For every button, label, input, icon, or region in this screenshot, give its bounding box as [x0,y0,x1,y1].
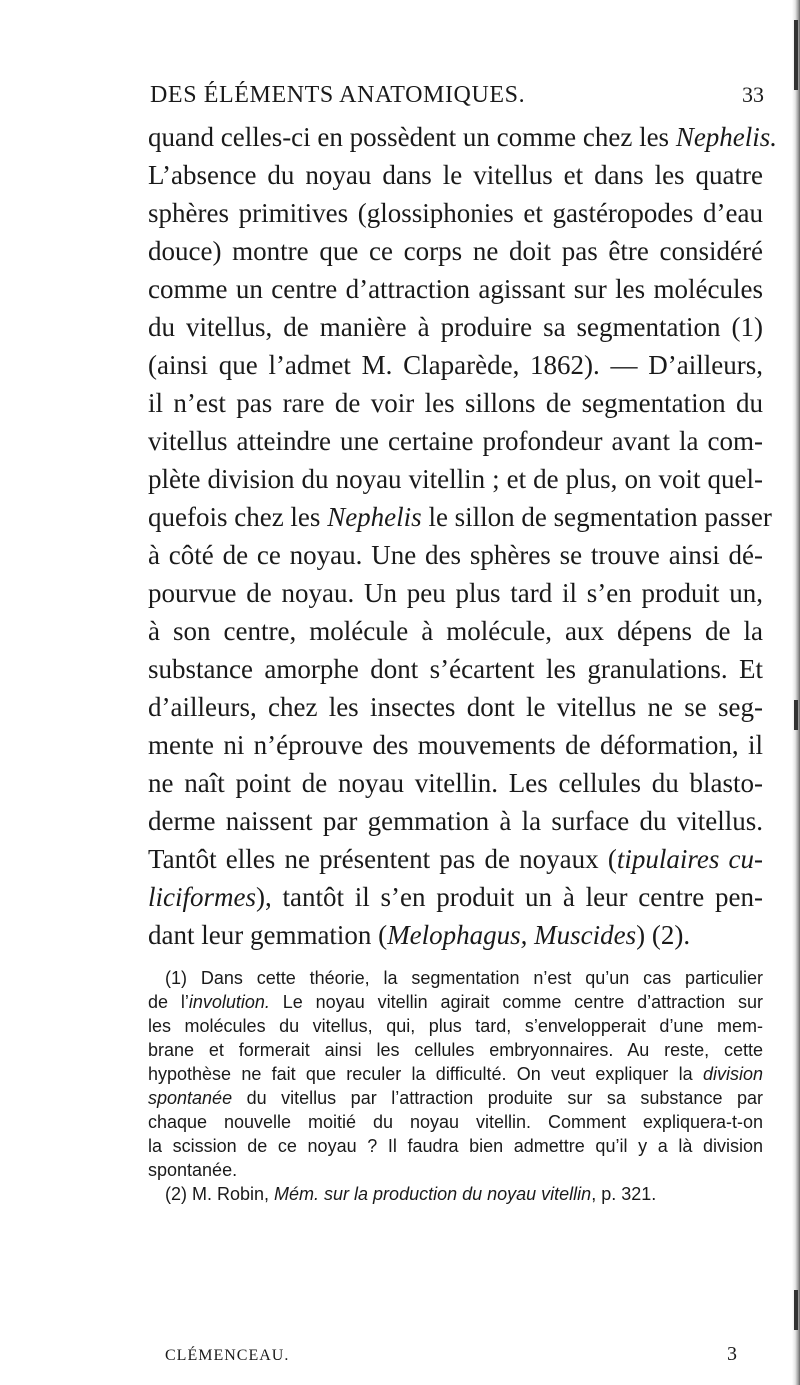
body-line: pourvue de noyau. Un peu plus tard il s’en produit un, [148,578,763,608]
edge-mark [794,20,798,90]
body-line: quefois chez les Nephelis le sillon de segmentation passer [148,502,772,532]
signature-mark: CLÉMENCEAU. [165,1347,290,1364]
footnote-line: spontanée. [148,1160,238,1180]
body-line: ne naît point de noyau vitellin. Les cellules du blasto- [148,768,763,798]
page-number: 33 [742,82,764,107]
footnote-line: spontanée du vitellus par l’attraction produite sur sa substance par [148,1088,763,1108]
footnote-line: (2) M. Robin, Mém. sur la production du noyau vitellin, p. 321. [165,1184,657,1204]
footnote-line: de l’involution. Le noyau vitellin agirait comme centre d’attraction sur [148,992,763,1012]
footnote-line: la scission de ce noyau ? Il faudra bien admettre qu’il y a là division [148,1136,763,1156]
body-line: à son centre, molécule à molécule, aux dépens de la [148,616,763,646]
body-line: quand celles-ci en possèdent un comme chez les Nephelis. [148,122,778,152]
running-header: DES ÉLÉMENTS ANATOMIQUES. [150,82,526,108]
body-line: plète division du noyau vitellin ; et de plus, on voit quel- [148,464,763,494]
body-line: L’absence du noyau dans le vitellus et dans les quatre [148,160,763,190]
footnote-line: les molécules du vitellus, qui, plus tard, s’envelopperait d’une mem- [148,1016,763,1036]
edge-mark [794,700,798,730]
body-line: dant leur gemmation (Melophagus, Muscides) (2). [148,920,691,950]
body-line: substance amorphe dont s’écartent les granulations. Et [148,654,763,684]
body-line: derme naissent par gemmation à la surface du vitellus. [148,806,763,836]
body-line: liciformes), tantôt il s’en produit un à leur centre pen- [148,882,763,912]
footnote-line: brane et formerait ainsi les cellules embryonnaires. Au reste, cette [148,1040,763,1060]
footnote-line: chaque nouvelle moitié du noyau vitellin. Comment expliquera-t-on [148,1112,763,1132]
sheet-number: 3 [727,1343,737,1365]
body-line: d’ailleurs, chez les insectes dont le vitellus ne se seg- [148,692,763,722]
body-line: sphères primitives (glossiphonies et gastéropodes d’eau [148,198,763,228]
body-line: vitellus atteindre une certaine profondeur avant la com- [148,426,763,456]
body-line: (ainsi que l’admet M. Claparède, 1862). — D’ailleurs, [148,350,763,380]
edge-mark [794,1290,798,1330]
body-line: du vitellus, de manière à produire sa segmentation (1) [148,312,763,342]
body-line: comme un centre d’attraction agissant sur les molécules [148,274,763,304]
body-line: mente ni n’éprouve des mouvements de déformation, il [148,730,763,760]
body-line: à côté de ce noyau. Une des sphères se trouve ainsi dé- [148,540,763,570]
footnote-line: (1) Dans cette théorie, la segmentation n’est qu’un cas particulier [165,968,763,988]
body-line: Tantôt elles ne présentent pas de noyaux (tipulaires cu- [148,844,763,874]
body-line: douce) montre que ce corps ne doit pas être considéré [148,236,763,266]
footnote-line: hypothèse ne fait que reculer la difficulté. On veut expliquer la division [148,1064,763,1084]
body-line: il n’est pas rare de voir les sillons de segmentation du [148,388,763,418]
page-edge-shadow [792,0,800,1385]
